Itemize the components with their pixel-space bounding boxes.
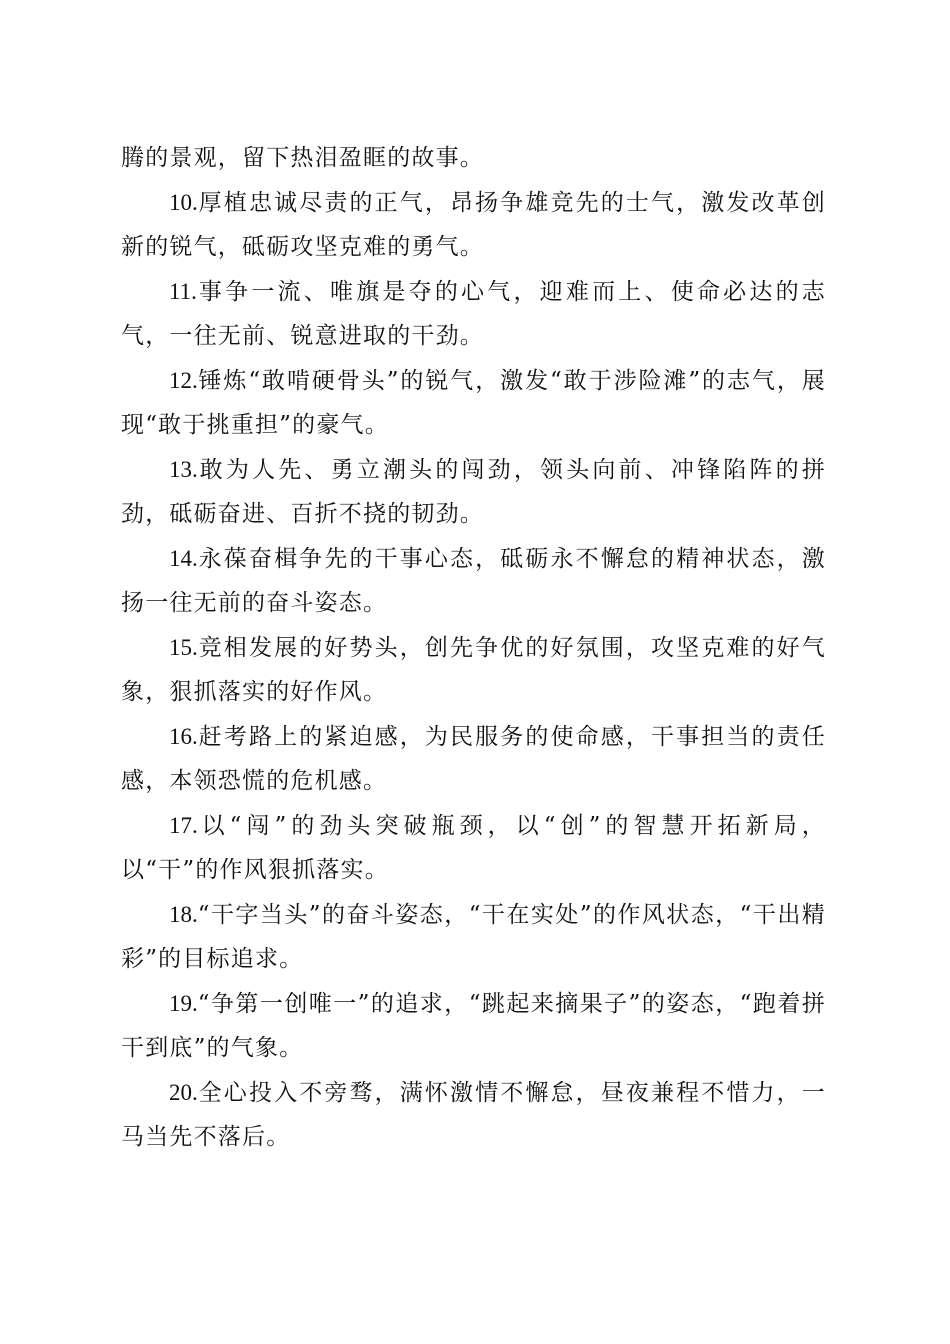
item-number: 16.: [169, 723, 198, 749]
list-item: [121, 804, 826, 893]
item-number: 13.: [169, 456, 198, 482]
list-item: [121, 893, 826, 982]
list-item: [121, 270, 826, 359]
item-text: 锤炼“敢啃硬骨头”的锐气，激发“敢于涉险滩”的志气，展现“敢于挑重担”的豪气。: [121, 367, 826, 438]
item-text: 全心投入不旁骛，满怀激情不懈怠，昼夜兼程不惜力，一马当先不落后。: [121, 1079, 826, 1150]
item-text: 以“闯”的劲头突破瓶颈，以“创”的智慧开拓新局，以“干”的作风狠抓落实。: [121, 812, 826, 883]
item-number: 11.: [169, 278, 197, 304]
list-item: [121, 715, 826, 804]
item-text: “干字当头”的奋斗姿态，“干在实处”的作风状态，“干出精彩”的目标追求。: [121, 901, 826, 972]
item-number: 10.: [169, 189, 198, 215]
item-text: “争第一创唯一”的追求，“跳起来摘果子”的姿态，“跑着拼干到底”的气象。: [121, 990, 826, 1061]
item-number: 20.: [169, 1079, 198, 1105]
item-text: 厚植忠诚尽责的正气，昂扬争雄竞先的士气，激发改革创新的锐气，砥砺攻坚克难的勇气。: [121, 189, 826, 260]
continuation-paragraph: 腾的景观，留下热泪盈眶的故事。: [121, 145, 484, 171]
item-number: 15.: [169, 634, 198, 660]
list-item: [121, 626, 826, 715]
item-number: 18.: [169, 901, 198, 927]
list-item: [121, 181, 826, 270]
item-text: 事争一流、唯旗是夺的心气，迎难而上、使命必达的志气，一往无前、锐意进取的干劲。: [121, 278, 826, 349]
item-number: 17.: [169, 812, 198, 838]
item-number: 14.: [169, 545, 198, 571]
item-number: 12.: [169, 367, 198, 393]
item-number: 19.: [169, 990, 198, 1016]
item-text: 敢为人先、勇立潮头的闯劲，领头向前、冲锋陷阵的拼劲，砥砺奋进、百折不挠的韧劲。: [121, 456, 826, 527]
list-item: [121, 359, 826, 448]
item-text: 赶考路上的紧迫感，为民服务的使命感，干事担当的责任感，本领恐慌的危机感。: [121, 723, 826, 794]
list-item: [121, 982, 826, 1071]
list-item: [121, 448, 826, 537]
item-text: 竞相发展的好势头，创先争优的好氛围，攻坚克难的好气象，狠抓落实的好作风。: [121, 634, 826, 705]
document-page: [121, 136, 826, 1160]
item-text: 永葆奋楫争先的干事心态，砥砺永不懈怠的精神状态，激扬一往无前的奋斗姿态。: [121, 545, 826, 616]
list-item: [121, 1071, 826, 1160]
list-item: [121, 537, 826, 626]
